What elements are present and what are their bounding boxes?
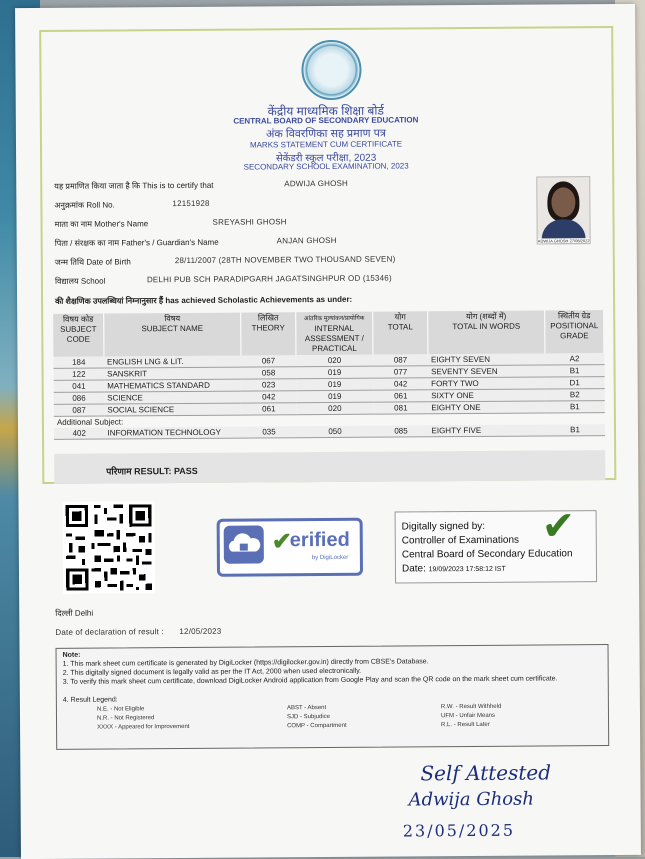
table-row-additional: 402 INFORMATION TECHNOLOGY 035 050 085 EIGHTY FIVE B1 [54, 424, 605, 439]
doc-title-hindi: अंक विवरणिका सह प्रमाण पत्र [265, 127, 386, 141]
table-row: 122 SANSKRIT 058 019 077 SEVENTY SEVEN B1 [54, 365, 605, 381]
sig-date: Date: 19/09/2023 17:58:12 IST [401, 563, 506, 575]
header-grade: स्थितीय ग्रेड POSITIONAL GRADE [545, 310, 604, 353]
mother-label: माता का नाम Mother's Name [54, 219, 149, 229]
header-total: योग TOTAL [373, 311, 428, 354]
exam-name-hindi: सेकेंडरी स्कूल परीक्षा, 2023 [275, 152, 377, 165]
father-label: पिता / संरक्षक का नाम Father's / Guardian's Name [54, 237, 219, 248]
board-name-english: CENTRAL BOARD OF SECONDARY EDUCATION [233, 115, 419, 126]
certify-label: यह प्रमाणित किया जाता है कि This is to certify that [54, 180, 214, 191]
table-row: 184 ENGLISH LNG & LIT. 067 020 087 EIGHTY SEVEN A2 [53, 353, 604, 368]
student-photo [536, 176, 590, 244]
marks-statement-document [15, 4, 641, 859]
roll-label: अनुक्रमांक Roll No. [54, 200, 115, 210]
note-item: 2. This digitally signed document is legally valid as per the IT Act, 2000 when used electronically. [62, 667, 362, 677]
table-row: 041 MATHEMATICS STANDARD 023 019 042 FORTY TWO D1 [54, 377, 605, 393]
table-row: 086 SCIENCE 042 019 061 SIXTY ONE B2 [54, 389, 605, 405]
sig-line-2: Controller of Examinations [401, 534, 520, 547]
legend-item: COMP - Compartment [287, 722, 347, 730]
header-internal: आंतरिक मूल्यांकन/प्रायोगिक INTERNAL ASSESSMENT / PRACTICAL [296, 312, 373, 356]
header-subject-name: विषय SUBJECT NAME [104, 313, 241, 357]
father-name: ANJAN GHOSH [276, 235, 337, 246]
mother-name: SREYASHI GHOSH [212, 217, 287, 227]
photo-caption: ADWIJA GHOSH 27/08/2022 [537, 238, 590, 244]
cloud-lock-icon [224, 525, 264, 563]
achievements-label: की शैक्षणिक उपलब्धियां निम्नानुसार हैं has achieved Scholastic Achievements as under: [55, 294, 353, 306]
roll-number: 12151928 [172, 198, 210, 209]
legend-item: SJD - Subjudice [286, 713, 331, 721]
dob-label: जन्म तिथि Date of Birth [54, 257, 131, 267]
header-total-words: योग (शब्दों में) TOTAL IN WORDS [428, 310, 545, 354]
place-label: दिल्ली Delhi [55, 608, 94, 618]
notes-box [56, 644, 610, 750]
note-item: 3. To verify this mark sheet cum certificate, download DigiLocker Android application from Google Play and scan the QR code on the mark sheet cum certificate. [62, 675, 558, 686]
note-item: 1. This mark sheet cum certificate is generated by DigiLocker (https://digilocker.gov.in) directly from CBSE's Database. [62, 658, 429, 668]
sig-line-3: Central Board of Secondary Education [401, 548, 573, 561]
legend-item: N.E. - Not Eligible [96, 706, 145, 713]
legend-item: N.R. - Not Registered [96, 715, 155, 722]
handwritten-signature: Adwija Ghosh [408, 788, 535, 811]
exam-name-english: SECONDARY SCHOOL EXAMINATION, 2023 [243, 161, 409, 172]
digital-signature-box [395, 504, 597, 583]
legend-item: R.L. - Result Later [441, 721, 490, 729]
handwritten-date: 23/05/2025 [402, 820, 516, 841]
legend-item: UFM - Unfair Means [440, 712, 496, 720]
cbse-seal-logo [301, 40, 361, 100]
declaration-date: 12/05/2023 [179, 626, 222, 637]
header-subject-code: विषय कोड SUBJECT CODE [53, 314, 104, 357]
handwritten-self-attested: Self Attested [420, 760, 552, 786]
doc-title-english: MARKS STATEMENT CUM CERTIFICATE [249, 139, 403, 150]
board-name-hindi: केंद्रीय माध्यमिक शिक्षा बोर्ड [267, 103, 384, 119]
note-item: 4. Result Legend: [62, 696, 118, 704]
school-label: विद्यालय School [54, 276, 106, 286]
notes-title: Note: [62, 651, 81, 659]
student-name: ADWIJA GHOSH [284, 178, 349, 189]
marks-table [53, 310, 605, 440]
declaration-label: Date of declaration of result : [55, 627, 164, 637]
qr-code[interactable] [62, 501, 155, 594]
digilocker-verified-badge: ✔ erified by DigiLocker [217, 518, 363, 577]
legend-item: ABST - Absent [286, 705, 327, 712]
result-bar [54, 450, 605, 484]
verified-text: erified [289, 528, 350, 552]
additional-subject-label-row: Additional Subject: [54, 413, 605, 428]
header-theory: लिखित THEORY [241, 312, 296, 355]
table-header-row [53, 310, 604, 357]
table-row: 087 SOCIAL SCIENCE 061 020 081 EIGHTY ONE B1 [54, 401, 605, 417]
school-value: DELHI PUB SCH PARADIPGARH JAGATSINGHPUR OD (15346) [146, 273, 392, 285]
legend-item: XXXX - Appeared for Improvement [97, 723, 190, 731]
dob-value: 28/11/2007 (28TH NOVEMBER TWO THOUSAND SEVEN) [174, 254, 396, 266]
sig-line-1: Digitally signed by: [401, 520, 486, 533]
legend-item: R.W. - Result Withheld [440, 703, 502, 711]
verified-sub: by DigiLocker [311, 554, 349, 562]
checkmark-icon: ✔ [541, 504, 576, 549]
result-pass: परिणाम RESULT: PASS [106, 465, 198, 477]
